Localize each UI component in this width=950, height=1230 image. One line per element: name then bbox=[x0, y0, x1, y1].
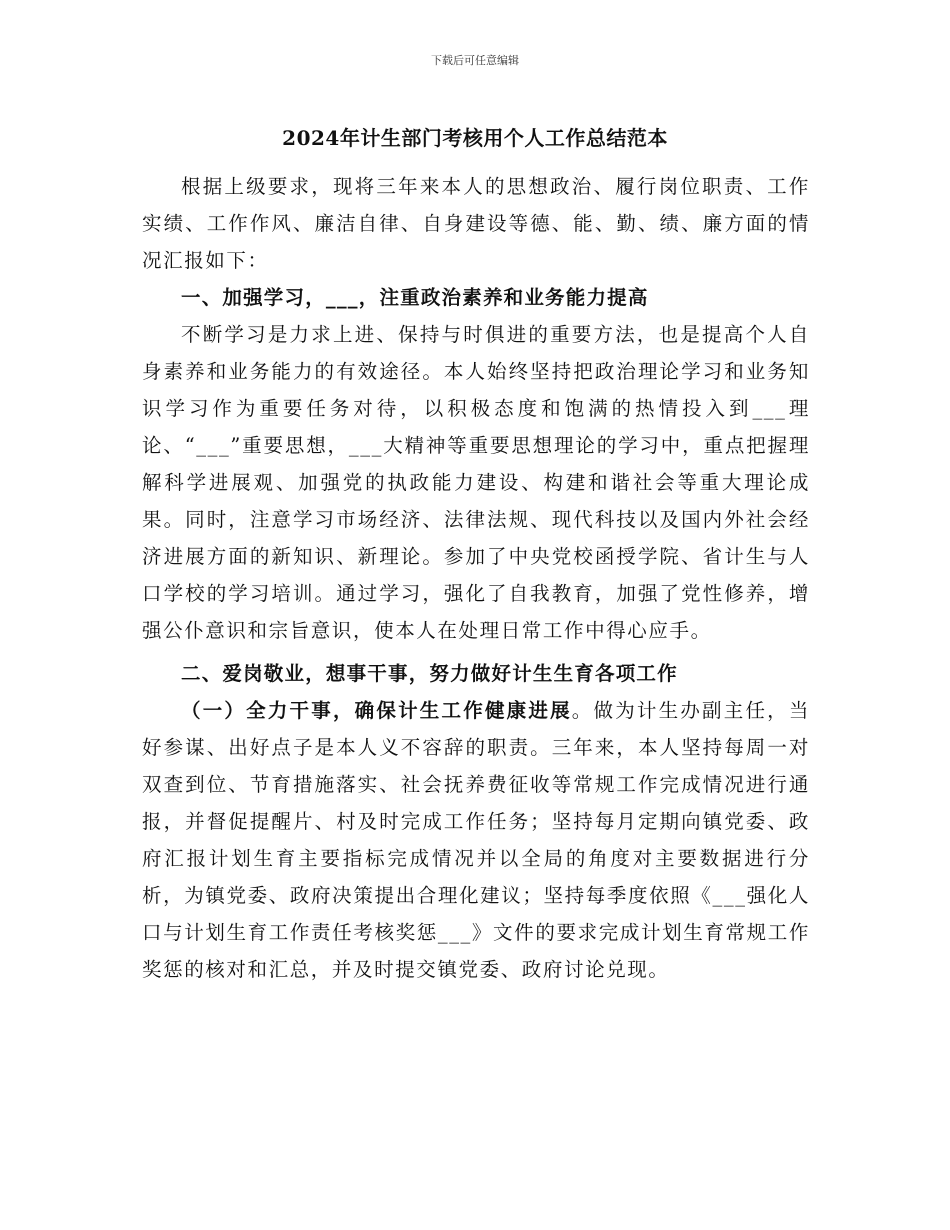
page-header-note: 下载后可任意编辑 bbox=[431, 54, 519, 67]
section-1-paragraph: 不断学习是力求上进、保持与时俱进的重要方法，也是提高个人自身素养和业务能力的有效途径。本人始终坚持把政治理论学习和业务知识学习作为重要任务对待，以积极态度和饱满的热情投入到___理论、“___”重要思想，___大精神等重要思想理论的学习中，重点把握理解科学进展观、加强党的执政能力建设、构建和谐社会等重大理论成果。同时，注意学习市场经济、法律法规、现代科技以及国内外社会经济进展方面的新知识、新理论。参加了中央党校函授学院、省计生与人口学校的学习培训。通过学习，强化了自我教育，加强了党性修养，增强公仆意识和宗旨意识，使本人在处理日常工作中得心应手。 bbox=[142, 323, 810, 642]
section-2-sub-1-paragraph bbox=[142, 692, 810, 988]
document-body bbox=[142, 168, 810, 988]
section-2-sub-1-body: 。做为计生办副主任，当好参谋、出好点子是本人义不容辞的职责。三年来，本人坚持每周一对双查到位、节育措施落实、社会抚养费征收等常规工作完成情况进行通报，并督促提醒片、村及时完成工作任务；坚持每月定期向镇党委、政府汇报计划生育主要指标完成情况并以全局的角度对主要数据进行分析，为镇党委、政府决策提出合理化建议；坚持每季度依照《___强化人口与计划生育工作责任考核奖惩___》文件的要求完成计划生育常规工作奖惩的核对和汇总，并及时提交镇党委、政府讨论兑现。 bbox=[142, 699, 810, 981]
intro-paragraph: 根据上级要求，现将三年来本人的思想政治、履行岗位职责、工作实绩、工作作风、廉洁自律、自身建设等德、能、勤、绩、廉方面的情况汇报如下： bbox=[142, 175, 810, 272]
section-2-heading: 二、爱岗敬业，想事干事，努力做好计生生育各项工作 bbox=[181, 662, 678, 685]
section-1-heading: 一、加强学习，___，注重政治素养和业务能力提高 bbox=[181, 286, 649, 309]
document-title: 2024年计生部门考核用个人工作总结范本 bbox=[282, 126, 668, 150]
section-2-sub-1-lead: （一）全力干事，确保计生工作健康进展 bbox=[181, 699, 572, 722]
